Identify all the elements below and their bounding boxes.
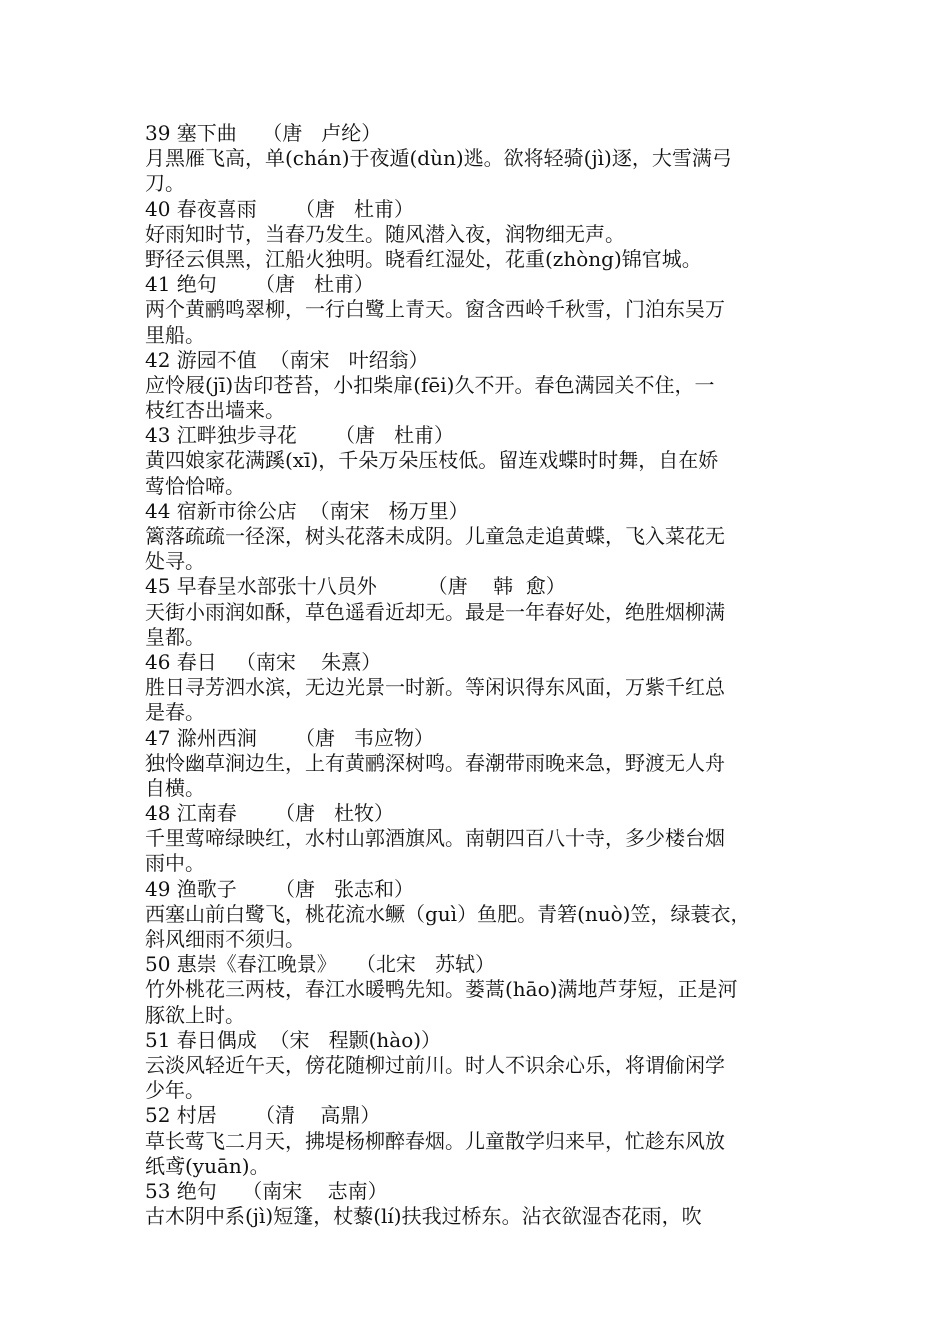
text-line: 少年。 xyxy=(145,1078,205,1103)
text-line: 53 绝句 （南宋 志南） xyxy=(145,1178,388,1203)
text-line: 枝红杏出墙来。 xyxy=(145,398,285,423)
text-line: 49 渔歌子 （唐 张志和） xyxy=(145,876,415,901)
text-line: 西塞山前白鹭飞，桃花流水鳜（guì）鱼肥。青箬(nuò)笠，绿蓑衣， xyxy=(145,901,751,926)
text-line: 39 塞下曲 （唐 卢纶） xyxy=(145,121,382,145)
text-line: 43 江畔独步寻花 （唐 杜甫） xyxy=(145,423,455,448)
text-line: 40 春夜喜雨 （唐 杜甫） xyxy=(145,196,415,221)
text-line: 雨中。 xyxy=(145,851,205,876)
text-line: 斜风细雨不须归。 xyxy=(145,927,305,951)
text-line: 51 春日偶成 （宋 程颢(hào)） xyxy=(145,1027,442,1052)
text-line: 纸鸢(yuān)。 xyxy=(145,1153,270,1178)
text-line: 45 早春呈水部张十八员外 （唐 韩 愈） xyxy=(145,574,566,599)
text-line: 44 宿新市徐公店 （南宋 杨万里） xyxy=(145,498,469,523)
text-line: 野径云俱黑，江船火独明。晓看红湿处，花重(zhòng)锦官城。 xyxy=(145,246,702,271)
text-line: 天街小雨润如酥，草色遥看近却无。最是一年春好处，绝胜烟柳满 xyxy=(145,599,725,624)
text-line: 里船。 xyxy=(145,322,205,347)
text-line: 月黑雁飞高，单(chán)于夜遁(dùn)逃。欲将轻骑(jì)逐，大雪满弓 xyxy=(145,146,732,171)
text-line: 46 春日 （南宋 朱熹） xyxy=(145,649,382,674)
text-line: 52 村居 （清 高鼎） xyxy=(145,1103,381,1128)
text-line: 两个黄鹂鸣翠柳，一行白鹭上青天。窗含西岭千秋雪，门泊东吴万 xyxy=(145,297,725,322)
text-line: 好雨知时节，当春乃发生。随风潜入夜，润物细无声。 xyxy=(145,221,625,246)
text-line: 刀。 xyxy=(145,171,185,196)
text-line: 胜日寻芳泗水滨，无边光景一时新。等闲识得东风面，万紫千红总 xyxy=(145,675,725,700)
text-line: 草长莺飞二月天，拂堤杨柳醉春烟。儿童散学归来早，忙趁东风放 xyxy=(145,1128,725,1153)
text-line: 50 惠崇《春江晚景》 （北宋 苏轼） xyxy=(145,952,495,977)
text-line: 41 绝句 （唐 杜甫） xyxy=(145,272,375,297)
text-line: 是春。 xyxy=(145,700,205,725)
text-line: 48 江南春 （唐 杜牧） xyxy=(145,801,395,826)
text-line: 云淡风轻近午天，傍花随柳过前川。时人不识余心乐，将谓偷闲学 xyxy=(145,1052,725,1077)
document-body xyxy=(145,121,820,1229)
text-line: 千里莺啼绿映红，水村山郭酒旗风。南朝四百八十寺，多少楼台烟 xyxy=(145,826,725,851)
text-line: 莺恰恰啼。 xyxy=(145,473,245,498)
text-line: 应怜屐(jī)齿印苍苔，小扣柴扉(fēi)久不开。春色满园关不住，一 xyxy=(145,372,715,397)
text-line: 皇都。 xyxy=(145,624,205,649)
text-line: 竹外桃花三两枝，春江水暖鸭先知。蒌蒿(hāo)满地芦芽短，正是河 xyxy=(145,977,738,1002)
text-line: 自横。 xyxy=(145,775,205,800)
text-line: 处寻。 xyxy=(145,549,205,574)
text-line: 古木阴中系(jì)短篷，杖藜(lí)扶我过桥东。沾衣欲湿杏花雨，吹 xyxy=(145,1204,702,1229)
text-line: 豚欲上时。 xyxy=(145,1002,245,1027)
text-line: 篱落疏疏一径深，树头花落未成阴。儿童急走追黄蝶，飞入菜花无 xyxy=(145,524,725,548)
text-line: 47 滁州西涧 （唐 韦应物） xyxy=(145,725,435,750)
text-line: 42 游园不值 （南宋 叶绍翁） xyxy=(145,347,429,372)
text-line: 独怜幽草涧边生，上有黄鹂深树鸣。春潮带雨晚来急，野渡无人舟 xyxy=(145,750,725,775)
text-line: 黄四娘家花满蹊(xī)，千朵万朵压枝低。留连戏蝶时时舞，自在娇 xyxy=(145,448,719,473)
